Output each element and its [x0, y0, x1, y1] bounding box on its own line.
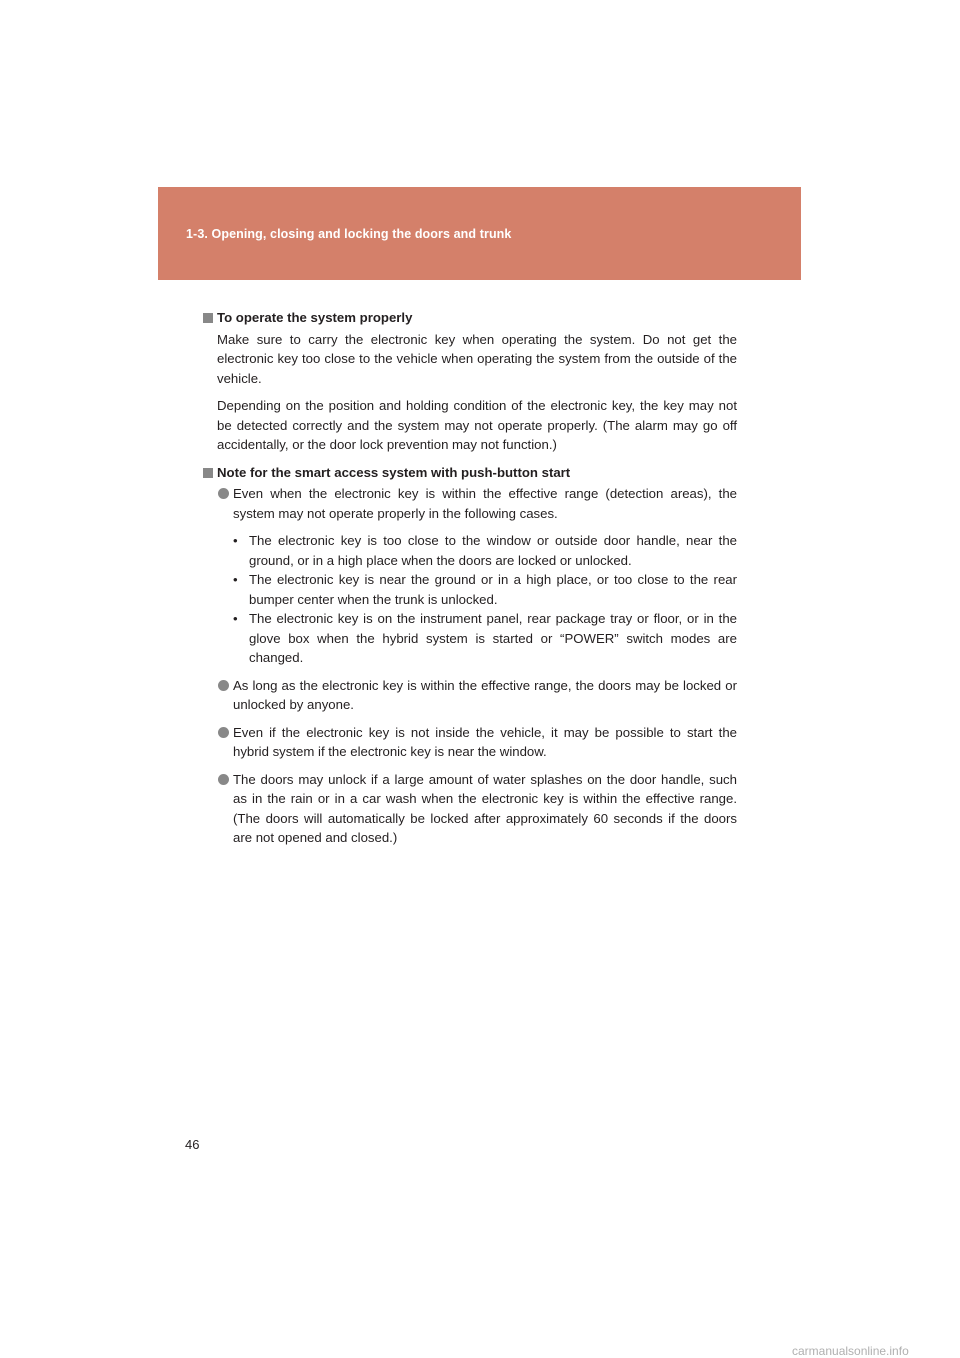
page-content	[203, 308, 737, 856]
square-bullet-icon	[203, 313, 213, 323]
bullet-item: Even when the electronic key is within the effective range (detection areas), the system may not operate properly in the following cases.	[217, 484, 737, 523]
dot-marker-icon: •	[233, 572, 238, 587]
footer-watermark: carmanualsonline.info	[792, 1344, 909, 1358]
circle-bullet-icon	[218, 680, 229, 691]
sub-item: • The electronic key is on the instrument panel, rear package tray or floor, or in the glove box when the hybrid system is started or “POWER” switch modes are changed.	[233, 611, 737, 665]
paragraph: Depending on the position and holding condition of the electronic key, the key may not be detected correctly and the system may not operate properly. (The alarm may go off accidentally, or the door lock prevention may not function.)	[217, 398, 737, 452]
sub-list	[203, 531, 737, 668]
bullet-item: As long as the electronic key is within the effective range, the doors may be locked or unlocked by anyone.	[217, 676, 737, 715]
section-heading: To operate the system properly	[203, 308, 737, 328]
chapter-title: 1-3. Opening, closing and locking the doors and trunk	[186, 227, 512, 241]
dot-marker-icon: •	[233, 611, 238, 626]
section-heading: Note for the smart access system with push-button start	[203, 463, 737, 483]
square-bullet-icon	[203, 468, 213, 478]
bullet-item: The doors may unlock if a large amount of water splashes on the door handle, such as in the rain or in a car wash when the electronic key is within the effective range. (The doors will automatically be locked after approximately 60 seconds if the doors are not opened and closed.)	[217, 770, 737, 848]
circle-bullet-icon	[218, 774, 229, 785]
circle-bullet-icon	[218, 488, 229, 499]
dot-marker-icon: •	[233, 533, 238, 548]
circle-bullet-icon	[218, 727, 229, 738]
sub-item: • The electronic key is too close to the window or outside door handle, near the ground, or in a high place when the doors are locked or unlocked.	[233, 533, 737, 568]
page-number: 46	[185, 1137, 200, 1152]
bullet-item: Even if the electronic key is not inside the vehicle, it may be possible to start the hybrid system if the electronic key is near the window.	[217, 723, 737, 762]
paragraph: Make sure to carry the electronic key when operating the system. Do not get the electronic key too close to the vehicle when operating the system from the outside of the vehicle.	[217, 331, 737, 386]
chapter-header-band	[158, 187, 801, 280]
sub-item: • The electronic key is near the ground or in a high place, or too close to the rear bumper center when the trunk is unlocked.	[233, 572, 737, 607]
